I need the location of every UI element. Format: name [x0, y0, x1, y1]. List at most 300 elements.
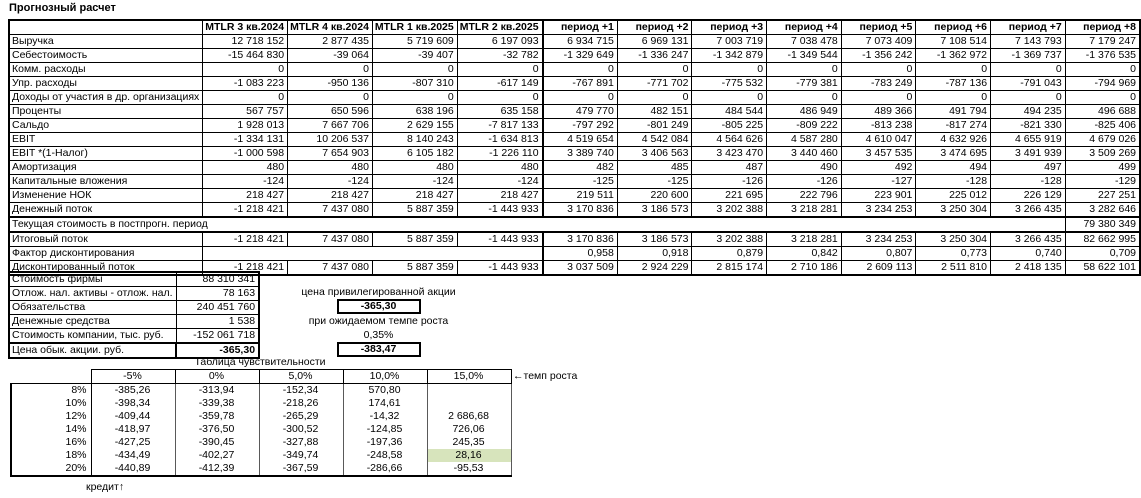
value-cell[interactable]: 0,918 — [617, 247, 692, 261]
value-cell[interactable]: 0 — [841, 63, 916, 77]
value-cell[interactable]: 0 — [991, 63, 1066, 77]
value-cell[interactable]: 480 — [288, 161, 373, 175]
value-cell[interactable]: -1 334 131 — [203, 133, 288, 147]
row-label[interactable]: Отлож. нал. активы - отлож. нал. — [9, 287, 176, 301]
sensitivity-column-header[interactable]: 0% — [175, 370, 259, 384]
value-cell[interactable]: -125 — [617, 175, 692, 189]
value-cell[interactable]: -1 336 247 — [617, 49, 692, 63]
value-cell[interactable]: 7 437 080 — [288, 261, 373, 276]
value-cell[interactable]: -1 329 649 — [543, 49, 618, 63]
value-cell[interactable]: 0 — [692, 91, 767, 105]
value-cell[interactable]: 0 — [288, 63, 373, 77]
highlighted-cell[interactable]: 28,16 — [427, 449, 511, 462]
sensitivity-row-header[interactable]: 10% — [11, 397, 91, 410]
table-row — [9, 203, 1140, 218]
value-cell[interactable]: 3 170 836 — [543, 232, 618, 247]
value-cell[interactable]: -775 532 — [692, 77, 767, 91]
sensitivity-cell[interactable] — [427, 397, 511, 410]
value-cell[interactable]: 7 108 514 — [916, 35, 991, 49]
row-label[interactable]: Стоимость фирмы — [9, 272, 176, 287]
value-cell[interactable]: 3 282 646 — [1065, 203, 1140, 218]
sensitivity-cell[interactable]: -434,49 — [91, 449, 175, 462]
row-label[interactable]: Выручка — [9, 35, 203, 49]
value-cell[interactable]: 4 564 626 — [692, 133, 767, 147]
value-cell[interactable]: 3 234 253 — [841, 203, 916, 218]
value-cell[interactable]: -1 218 421 — [203, 261, 288, 276]
row-label[interactable]: Цена обык. акции. руб. — [9, 343, 176, 358]
value-cell[interactable]: -783 249 — [841, 77, 916, 91]
sensitivity-column-header[interactable]: 15,0% — [427, 370, 511, 384]
sensitivity-cell[interactable]: -286,66 — [343, 462, 427, 476]
sensitivity-cell[interactable] — [427, 384, 511, 398]
sensitivity-cell[interactable]: 726,06 — [427, 423, 511, 436]
value-cell[interactable]: 492 — [841, 161, 916, 175]
value-cell[interactable]: -127 — [841, 175, 916, 189]
value-cell[interactable]: 0 — [457, 63, 542, 77]
table-row — [11, 436, 511, 449]
sensitivity-cell[interactable]: -218,26 — [259, 397, 343, 410]
value-cell[interactable]: 486 949 — [767, 105, 842, 119]
value-cell[interactable]: -617 149 — [457, 77, 542, 91]
valuation-table — [8, 271, 260, 359]
value-cell[interactable]: 0 — [372, 63, 457, 77]
sensitivity-cell[interactable]: -327,88 — [259, 436, 343, 449]
sensitivity-cell[interactable]: -152,34 — [259, 384, 343, 398]
sensitivity-column-header[interactable]: 10,0% — [343, 370, 427, 384]
value-cell[interactable]: -126 — [767, 175, 842, 189]
column-header[interactable]: период +7 — [991, 20, 1066, 35]
sensitivity-cell[interactable]: -313,94 — [175, 384, 259, 398]
value-cell[interactable]: 3 170 836 — [543, 203, 618, 218]
value-cell[interactable]: -809 222 — [767, 119, 842, 133]
value-cell[interactable]: 240 451 760 — [176, 301, 259, 315]
value-cell[interactable]: 2 418 135 — [991, 261, 1066, 276]
column-header[interactable]: MTLR 1 кв.2025 — [372, 20, 457, 35]
value-cell[interactable]: 0,773 — [916, 247, 991, 261]
sensitivity-cell[interactable]: -95,53 — [427, 462, 511, 476]
column-header[interactable]: период +4 — [767, 20, 842, 35]
value-cell[interactable]: 0 — [203, 63, 288, 77]
value-cell[interactable]: 494 235 — [991, 105, 1066, 119]
value-cell[interactable]: 225 012 — [916, 189, 991, 203]
value-cell[interactable]: -1 356 242 — [841, 49, 916, 63]
value-cell[interactable]: -1 342 879 — [692, 49, 767, 63]
row-label[interactable]: Обязательства — [9, 301, 176, 315]
sensitivity-cell[interactable]: -359,78 — [175, 410, 259, 423]
row-label[interactable]: Себестоимость — [9, 49, 203, 63]
value-cell[interactable]: 6 934 715 — [543, 35, 618, 49]
value-cell[interactable]: -821 330 — [991, 119, 1066, 133]
value-cell[interactable]: 482 — [543, 161, 618, 175]
table-row — [9, 329, 259, 344]
table-row — [9, 217, 1140, 232]
value-cell[interactable]: 5 887 359 — [372, 261, 457, 276]
row-label[interactable]: EBIT — [9, 133, 203, 147]
value-cell[interactable]: 480 — [457, 161, 542, 175]
value-cell[interactable]: 3 234 253 — [841, 232, 916, 247]
table-row — [9, 247, 1140, 261]
column-header[interactable]: MTLR 4 кв.2024 — [288, 20, 373, 35]
value-cell[interactable]: 7 179 247 — [1065, 35, 1140, 49]
table-row — [9, 315, 259, 329]
value-cell[interactable]: 490 — [767, 161, 842, 175]
sensitivity-cell[interactable]: -197,36 — [343, 436, 427, 449]
value-cell[interactable]: 3 186 573 — [617, 203, 692, 218]
value-cell[interactable]: -1 349 544 — [767, 49, 842, 63]
value-cell[interactable]: -1 634 813 — [457, 133, 542, 147]
sensitivity-cell[interactable]: -385,26 — [91, 384, 175, 398]
value-cell[interactable]: 227 251 — [1065, 189, 1140, 203]
value-cell[interactable]: 0 — [916, 91, 991, 105]
sensitivity-cell[interactable]: -339,38 — [175, 397, 259, 410]
value-cell[interactable]: 491 794 — [916, 105, 991, 119]
value-cell[interactable]: 0 — [288, 91, 373, 105]
value-cell[interactable]: 0,842 — [767, 247, 842, 261]
sensitivity-column-header[interactable]: 5,0% — [259, 370, 343, 384]
sensitivity-row-header[interactable]: 16% — [11, 436, 91, 449]
value-cell[interactable]: 3 389 740 — [543, 147, 618, 161]
column-header[interactable]: период +1 — [543, 20, 618, 35]
value-cell[interactable]: 0 — [617, 91, 692, 105]
value-cell[interactable]: -124 — [288, 175, 373, 189]
value-cell[interactable]: -15 464 830 — [203, 49, 288, 63]
sensitivity-cell[interactable]: 570,80 — [343, 384, 427, 398]
column-header[interactable]: период +3 — [692, 20, 767, 35]
table-row — [9, 105, 1140, 119]
value-cell[interactable]: -1 443 933 — [457, 232, 542, 247]
growth-share-price-value[interactable]: -383,47 — [337, 342, 421, 357]
sensitivity-cell[interactable]: -427,25 — [91, 436, 175, 449]
value-cell[interactable]: 2 511 810 — [916, 261, 991, 276]
value-cell[interactable]: 0,740 — [991, 247, 1066, 261]
sensitivity-cell[interactable]: -300,52 — [259, 423, 343, 436]
value-cell[interactable]: 218 427 — [457, 189, 542, 203]
value-cell[interactable]: 497 — [991, 161, 1066, 175]
sensitivity-cell[interactable]: -412,39 — [175, 462, 259, 476]
table-row — [11, 410, 511, 423]
value-cell[interactable]: 6 105 182 — [372, 147, 457, 161]
value-cell[interactable]: 6 969 131 — [617, 35, 692, 49]
empty-cell[interactable] — [203, 247, 543, 261]
value-cell[interactable]: 12 718 152 — [203, 35, 288, 49]
table-row — [11, 462, 511, 476]
value-cell[interactable]: 2 629 155 — [372, 119, 457, 133]
value-cell[interactable]: -787 136 — [916, 77, 991, 91]
value-cell[interactable]: 3 423 470 — [692, 147, 767, 161]
value-cell[interactable]: -39 064 — [288, 49, 373, 63]
value-cell[interactable]: -779 381 — [767, 77, 842, 91]
value-cell[interactable]: 7 038 478 — [767, 35, 842, 49]
sensitivity-cell[interactable]: -398,34 — [91, 397, 175, 410]
value-cell[interactable]: -807 310 — [372, 77, 457, 91]
value-cell[interactable]: 3 218 281 — [767, 232, 842, 247]
value-cell[interactable]: 3 457 535 — [841, 147, 916, 161]
column-header[interactable]: MTLR 3 кв.2024 — [203, 20, 288, 35]
value-cell[interactable]: 3 186 573 — [617, 232, 692, 247]
value-cell[interactable]: 484 544 — [692, 105, 767, 119]
value-cell[interactable]: -124 — [372, 175, 457, 189]
value-cell[interactable]: 7 654 903 — [288, 147, 373, 161]
value-cell[interactable]: -805 225 — [692, 119, 767, 133]
value-cell[interactable]: 5 887 359 — [372, 203, 457, 218]
sensitivity-cell[interactable]: -14,32 — [343, 410, 427, 423]
row-label[interactable]: EBIT *(1-Налог) — [9, 147, 203, 161]
value-cell[interactable]: -1 083 223 — [203, 77, 288, 91]
value-cell[interactable]: 4 542 084 — [617, 133, 692, 147]
value-cell[interactable]: 0 — [916, 63, 991, 77]
table-row — [9, 77, 1140, 91]
value-cell[interactable]: 219 511 — [543, 189, 618, 203]
value-cell[interactable]: 226 129 — [991, 189, 1066, 203]
value-cell[interactable]: 218 427 — [372, 189, 457, 203]
value-cell[interactable]: -813 238 — [841, 119, 916, 133]
value-cell[interactable]: 0 — [543, 63, 618, 77]
value-cell[interactable]: 3 202 388 — [692, 232, 767, 247]
value-cell[interactable]: 221 695 — [692, 189, 767, 203]
column-header[interactable]: период +6 — [916, 20, 991, 35]
value-cell[interactable]: 0 — [767, 63, 842, 77]
sensitivity-cell[interactable]: -409,44 — [91, 410, 175, 423]
value-cell[interactable]: -365,30 — [176, 343, 259, 358]
value-cell[interactable]: -791 043 — [991, 77, 1066, 91]
value-cell[interactable]: 482 151 — [617, 105, 692, 119]
value-cell[interactable]: -124 — [457, 175, 542, 189]
sensitivity-cell[interactable]: 174,61 — [343, 397, 427, 410]
row-label[interactable]: Изменение НОК — [9, 189, 203, 203]
value-cell[interactable]: 82 662 995 — [1065, 232, 1140, 247]
value-cell[interactable]: -801 249 — [617, 119, 692, 133]
value-cell[interactable]: -950 136 — [288, 77, 373, 91]
value-cell[interactable]: 10 206 537 — [288, 133, 373, 147]
row-label[interactable]: Проценты — [9, 105, 203, 119]
value-cell[interactable]: 0,879 — [692, 247, 767, 261]
value-cell[interactable]: -1 226 110 — [457, 147, 542, 161]
value-cell[interactable]: 218 427 — [288, 189, 373, 203]
value-cell[interactable]: 3 250 304 — [916, 203, 991, 218]
sensitivity-row-header[interactable]: 20% — [11, 462, 91, 476]
value-cell[interactable]: 3 491 939 — [991, 147, 1066, 161]
value-cell[interactable]: -125 — [543, 175, 618, 189]
row-label[interactable]: Комм. расходы — [9, 63, 203, 77]
row-label[interactable]: Денежные средства — [9, 315, 176, 329]
value-cell[interactable]: 3 037 509 — [543, 261, 618, 276]
value-cell[interactable]: 480 — [372, 161, 457, 175]
value-cell[interactable]: 222 796 — [767, 189, 842, 203]
value-cell[interactable]: 2 710 186 — [767, 261, 842, 276]
row-label[interactable]: Сальдо — [9, 119, 203, 133]
value-cell[interactable]: -794 969 — [1065, 77, 1140, 91]
value-cell[interactable]: 0,807 — [841, 247, 916, 261]
sensitivity-row-header[interactable]: 12% — [11, 410, 91, 423]
value-cell[interactable]: -1 218 421 — [203, 232, 288, 247]
sensitivity-cell[interactable]: -367,59 — [259, 462, 343, 476]
column-header[interactable]: MTLR 2 кв.2025 — [457, 20, 542, 35]
value-cell[interactable]: 0 — [692, 63, 767, 77]
row-label[interactable]: Доходы от участия в др. организациях — [9, 91, 203, 105]
value-cell[interactable]: 7 437 080 — [288, 203, 373, 218]
value-cell[interactable]: 3 202 388 — [692, 203, 767, 218]
value-cell[interactable]: 0 — [841, 91, 916, 105]
value-cell[interactable]: 0 — [1065, 91, 1140, 105]
row-label[interactable]: Стоимость компании, тыс. руб. — [9, 329, 176, 344]
sensitivity-row-header[interactable]: 14% — [11, 423, 91, 436]
sensitivity-cell[interactable]: -440,89 — [91, 462, 175, 476]
value-cell[interactable]: -32 782 — [457, 49, 542, 63]
sensitivity-cell[interactable]: -390,45 — [175, 436, 259, 449]
value-cell[interactable]: -825 406 — [1065, 119, 1140, 133]
value-cell[interactable]: 0 — [991, 91, 1066, 105]
value-cell[interactable]: -128 — [916, 175, 991, 189]
value-cell[interactable]: 2 877 435 — [288, 35, 373, 49]
forecast-table — [8, 19, 1141, 276]
value-cell[interactable]: 638 196 — [372, 105, 457, 119]
sensitivity-cell[interactable]: -265,29 — [259, 410, 343, 423]
value-cell[interactable]: 0,958 — [543, 247, 618, 261]
value-cell[interactable]: -767 891 — [543, 77, 618, 91]
sensitivity-row-header[interactable]: 18% — [11, 449, 91, 462]
value-cell[interactable]: 7 437 080 — [288, 232, 373, 247]
sensitivity-cell[interactable]: -248,58 — [343, 449, 427, 462]
value-cell[interactable]: 7 003 719 — [692, 35, 767, 49]
expected-growth-rate[interactable]: 0,35% — [363, 329, 394, 341]
row-label[interactable]: Итоговый поток — [9, 232, 203, 247]
value-cell[interactable]: 3 406 563 — [617, 147, 692, 161]
growth-rate-arrow-note: ←темп роста — [513, 370, 578, 382]
value-cell[interactable]: -1 376 535 — [1065, 49, 1140, 63]
value-cell[interactable]: -39 407 — [372, 49, 457, 63]
value-cell[interactable]: 0 — [767, 91, 842, 105]
column-header[interactable]: период +2 — [617, 20, 692, 35]
value-cell[interactable]: 220 600 — [617, 189, 692, 203]
value-cell[interactable]: 0 — [457, 91, 542, 105]
value-cell[interactable]: 5 887 359 — [372, 232, 457, 247]
row-label[interactable]: Упр. расходы — [9, 77, 203, 91]
value-cell[interactable]: 79 380 349 — [1065, 217, 1140, 232]
value-cell[interactable]: 635 158 — [457, 105, 542, 119]
value-cell[interactable]: 8 140 243 — [372, 133, 457, 147]
value-cell[interactable]: 218 427 — [203, 189, 288, 203]
sensitivity-row-header[interactable]: 8% — [11, 384, 91, 398]
value-cell[interactable]: 3 266 435 — [991, 232, 1066, 247]
value-cell[interactable]: 4 519 654 — [543, 133, 618, 147]
value-cell[interactable]: 3 266 435 — [991, 203, 1066, 218]
value-cell[interactable]: 485 — [617, 161, 692, 175]
value-cell[interactable]: 650 596 — [288, 105, 373, 119]
value-cell[interactable]: 499 — [1065, 161, 1140, 175]
value-cell[interactable]: -1 218 421 — [203, 203, 288, 218]
value-cell[interactable]: 2 609 113 — [841, 261, 916, 276]
row-label[interactable]: Текущая стоимость в постпрогн. период — [9, 217, 1065, 232]
value-cell[interactable]: -1 000 598 — [203, 147, 288, 161]
value-cell[interactable]: 4 587 280 — [767, 133, 842, 147]
sensitivity-cell[interactable]: -124,85 — [343, 423, 427, 436]
value-cell[interactable]: -771 702 — [617, 77, 692, 91]
value-cell[interactable]: 4 610 047 — [841, 133, 916, 147]
value-cell[interactable]: 3 250 304 — [916, 232, 991, 247]
value-cell[interactable]: 0,709 — [1065, 247, 1140, 261]
row-label[interactable]: Дисконтированный поток — [9, 261, 203, 276]
column-header[interactable]: период +8 — [1065, 20, 1140, 35]
value-cell[interactable]: -7 817 133 — [457, 119, 542, 133]
value-cell[interactable]: 5 719 609 — [372, 35, 457, 49]
value-cell[interactable]: 7 667 706 — [288, 119, 373, 133]
value-cell[interactable]: 3 474 695 — [916, 147, 991, 161]
row-label[interactable]: Амортизация — [9, 161, 203, 175]
value-cell[interactable]: 0 — [543, 91, 618, 105]
value-cell[interactable]: 4 679 026 — [1065, 133, 1140, 147]
sensitivity-cell[interactable]: 245,35 — [427, 436, 511, 449]
sensitivity-cell[interactable]: 2 686,68 — [427, 410, 511, 423]
value-cell[interactable]: 0 — [617, 63, 692, 77]
value-cell[interactable]: -128 — [991, 175, 1066, 189]
column-header[interactable]: период +5 — [841, 20, 916, 35]
value-cell[interactable]: 1 928 013 — [203, 119, 288, 133]
value-cell[interactable]: -124 — [203, 175, 288, 189]
value-cell[interactable]: 2 815 174 — [692, 261, 767, 276]
value-cell[interactable]: 0 — [1065, 63, 1140, 77]
value-cell[interactable]: -1 362 972 — [916, 49, 991, 63]
value-cell[interactable]: 1 538 — [176, 315, 259, 329]
value-cell[interactable]: 496 688 — [1065, 105, 1140, 119]
value-cell[interactable]: 3 509 269 — [1065, 147, 1140, 161]
value-cell[interactable]: 7 073 409 — [841, 35, 916, 49]
value-cell[interactable]: 479 770 — [543, 105, 618, 119]
value-cell[interactable]: 58 622 101 — [1065, 261, 1140, 276]
value-cell[interactable]: 0 — [372, 91, 457, 105]
sensitivity-cell[interactable]: -402,27 — [175, 449, 259, 462]
value-cell[interactable]: 6 197 093 — [457, 35, 542, 49]
value-cell[interactable]: -797 292 — [543, 119, 618, 133]
value-cell[interactable]: 3 440 460 — [767, 147, 842, 161]
corner-cell[interactable] — [9, 20, 203, 35]
row-label[interactable]: Денежный поток — [9, 203, 203, 218]
value-cell[interactable]: -152 061 718 — [176, 329, 259, 344]
value-cell[interactable]: -1 443 933 — [457, 203, 542, 218]
value-cell[interactable]: 489 366 — [841, 105, 916, 119]
value-cell[interactable]: 494 — [916, 161, 991, 175]
value-cell[interactable]: 2 924 229 — [617, 261, 692, 276]
value-cell[interactable]: 487 — [692, 161, 767, 175]
value-cell[interactable]: -129 — [1065, 175, 1140, 189]
value-cell[interactable]: 3 218 281 — [767, 203, 842, 218]
table-row — [11, 423, 511, 436]
value-cell[interactable]: 567 757 — [203, 105, 288, 119]
table-row — [9, 63, 1140, 77]
value-cell[interactable]: -126 — [692, 175, 767, 189]
value-cell[interactable]: 4 655 919 — [991, 133, 1066, 147]
value-cell[interactable]: 480 — [203, 161, 288, 175]
sensitivity-column-header[interactable]: -5% — [91, 370, 175, 384]
sensitivity-cell[interactable]: -349,74 — [259, 449, 343, 462]
value-cell[interactable]: 0 — [203, 91, 288, 105]
row-label[interactable]: Фактор дисконтирования — [9, 247, 203, 261]
pref-share-price-value[interactable]: -365,30 — [337, 299, 421, 314]
row-label[interactable]: Капитальные вложения — [9, 175, 203, 189]
sensitivity-cell[interactable]: -418,97 — [91, 423, 175, 436]
value-cell[interactable]: 78 163 — [176, 287, 259, 301]
value-cell[interactable]: -1 369 737 — [991, 49, 1066, 63]
sensitivity-cell[interactable]: -376,50 — [175, 423, 259, 436]
value-cell[interactable]: -1 443 933 — [457, 261, 542, 276]
value-cell[interactable]: 88 310 341 — [176, 272, 259, 287]
value-cell[interactable]: 223 901 — [841, 189, 916, 203]
value-cell[interactable]: 4 632 926 — [916, 133, 991, 147]
table-row — [9, 301, 259, 315]
forecast-body — [9, 35, 1140, 276]
value-cell[interactable]: -817 274 — [916, 119, 991, 133]
table-row — [9, 147, 1140, 161]
value-cell[interactable]: 7 143 793 — [991, 35, 1066, 49]
